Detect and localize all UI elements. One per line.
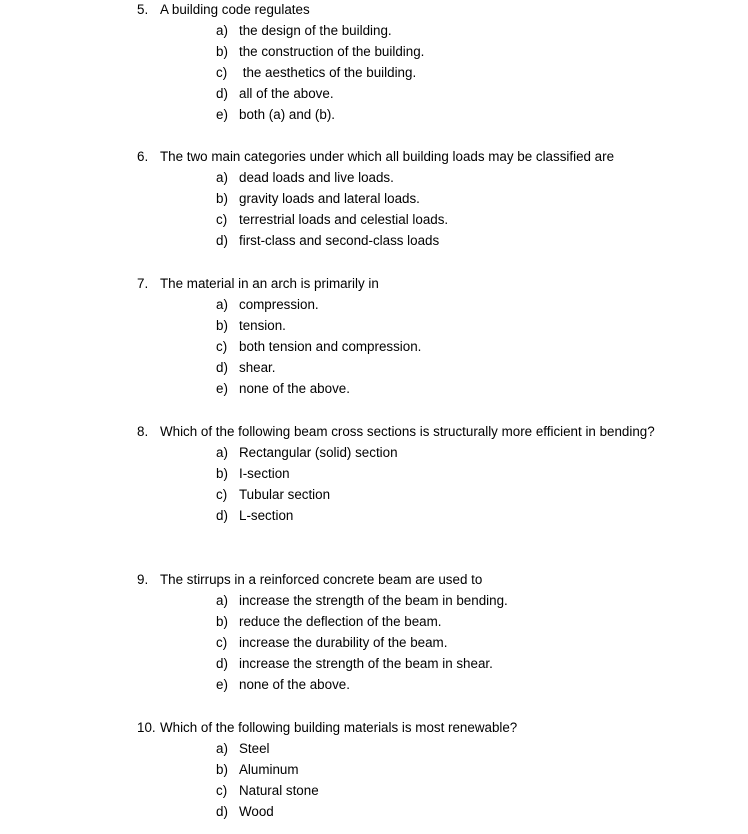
question-text: Which of the following beam cross sections is structurally more efficient in bending?: [160, 424, 655, 439]
option-list: [0, 167, 688, 251]
option-a: [0, 442, 729, 463]
option-d: [0, 230, 688, 251]
option-label: b): [216, 318, 228, 333]
option-a: [0, 738, 591, 759]
option-b: [0, 41, 424, 62]
option-label: e): [216, 381, 228, 396]
option-list: [0, 294, 453, 399]
question-stem: [0, 421, 729, 442]
option-label: b): [216, 762, 228, 777]
question-stem: [0, 717, 591, 738]
question-10: [0, 717, 591, 822]
option-text: both (a) and (b).: [239, 107, 336, 122]
option-text: none of the above.: [239, 381, 350, 396]
option-a: [0, 590, 556, 611]
option-text: Tubular section: [239, 487, 331, 502]
option-d: [0, 653, 556, 674]
option-text: Steel: [239, 741, 270, 756]
option-text: increase the strength of the beam in shear.: [239, 656, 493, 671]
option-list: [0, 442, 729, 526]
option-list: [0, 590, 556, 695]
question-6: [0, 146, 688, 251]
option-label: d): [216, 360, 228, 375]
option-label: d): [216, 804, 228, 819]
option-text: the design of the building.: [239, 23, 392, 38]
option-d: [0, 357, 453, 378]
option-text: terrestrial loads and celestial loads.: [239, 212, 449, 227]
question-number: 7.: [137, 276, 149, 291]
option-label: c): [216, 339, 228, 354]
question-stem: [0, 273, 453, 294]
option-text: both tension and compression.: [239, 339, 422, 354]
option-list: [0, 738, 591, 822]
question-text: The two main categories under which all building loads may be classified are: [160, 149, 615, 164]
option-label: c): [216, 212, 228, 227]
question-text: The stirrups in a reinforced concrete beam are used to: [160, 572, 483, 587]
question-text: Which of the following building materials is most renewable?: [160, 720, 518, 735]
option-label: a): [216, 170, 228, 185]
option-text: shear.: [239, 360, 276, 375]
option-label: b): [216, 191, 228, 206]
option-text: increase the strength of the beam in bending.: [239, 593, 508, 608]
option-text: the aesthetics of the building.: [239, 65, 417, 80]
option-b: [0, 759, 591, 780]
option-d: [0, 505, 729, 526]
question-number: 9.: [137, 572, 149, 587]
option-list: [0, 20, 424, 125]
option-e: [0, 104, 424, 125]
option-text: gravity loads and lateral loads.: [239, 191, 420, 206]
option-text: L-section: [239, 508, 294, 523]
option-c: [0, 209, 688, 230]
option-label: a): [216, 297, 228, 312]
option-d: [0, 801, 591, 822]
option-text: first-class and second-class loads: [239, 233, 440, 248]
option-label: b): [216, 466, 228, 481]
option-label: a): [216, 741, 228, 756]
option-c: [0, 336, 453, 357]
option-c: [0, 484, 729, 505]
question-9: [0, 569, 556, 695]
option-label: c): [216, 65, 228, 80]
option-label: b): [216, 614, 228, 629]
option-text: Wood: [239, 804, 274, 819]
question-number: 8.: [137, 424, 149, 439]
question-text: A building code regulates: [160, 2, 310, 17]
option-a: [0, 20, 424, 41]
option-text: reduce the deflection of the beam.: [239, 614, 442, 629]
question-stem: [0, 146, 688, 167]
option-text: Natural stone: [239, 783, 319, 798]
option-label: b): [216, 44, 228, 59]
option-label: c): [216, 783, 228, 798]
option-text: none of the above.: [239, 677, 350, 692]
option-label: e): [216, 107, 228, 122]
option-label: c): [216, 635, 228, 650]
option-text: Aluminum: [239, 762, 299, 777]
option-c: [0, 62, 424, 83]
option-text: all of the above.: [239, 86, 334, 101]
option-label: d): [216, 508, 228, 523]
option-label: a): [216, 593, 228, 608]
option-b: [0, 188, 688, 209]
option-text: Rectangular (solid) section: [239, 445, 398, 460]
option-label: a): [216, 445, 228, 460]
question-stem: [0, 569, 556, 590]
option-label: d): [216, 233, 228, 248]
option-e: [0, 378, 453, 399]
option-label: e): [216, 677, 228, 692]
question-5: [0, 0, 424, 125]
option-d: [0, 83, 424, 104]
question-stem: [0, 0, 424, 20]
option-c: [0, 632, 556, 653]
question-7: [0, 273, 453, 399]
option-a: [0, 294, 453, 315]
option-text: compression.: [239, 297, 319, 312]
question-number: 6.: [137, 149, 149, 164]
option-text: I-section: [239, 466, 290, 481]
question-number: 10.: [137, 720, 156, 735]
option-b: [0, 463, 729, 484]
option-label: d): [216, 656, 228, 671]
question-number: 5.: [137, 2, 149, 17]
question-text: The material in an arch is primarily in: [160, 276, 379, 291]
option-label: d): [216, 86, 228, 101]
question-8: [0, 421, 729, 526]
option-text: dead loads and live loads.: [239, 170, 394, 185]
option-c: [0, 780, 591, 801]
option-e: [0, 674, 556, 695]
option-b: [0, 611, 556, 632]
option-a: [0, 167, 688, 188]
option-label: c): [216, 487, 228, 502]
option-text: tension.: [239, 318, 286, 333]
option-label: a): [216, 23, 228, 38]
option-text: the construction of the building.: [239, 44, 425, 59]
option-b: [0, 315, 453, 336]
option-text: increase the durability of the beam.: [239, 635, 448, 650]
